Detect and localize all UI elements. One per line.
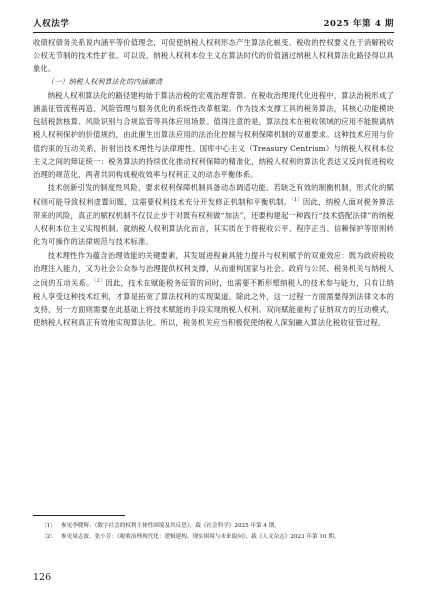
paragraph-text: 因此，纳税人面对税务算法带来的风险，真正的赋权机制不仅仅止步于对既有权利做“加法”，还要构建起一种践行“技术搭配法律”的纳税人权利本位主义实现机制。就纳税人权利算法化而言，其实质在于将税收公平、程序正当、信赖保护等原则转化为可操作的法律规范与技术标准。 xyxy=(33,197,394,247)
paragraph-text: 因此，技术在赋能税务征管的同时，也需要不断形塑纳税人的技术参与能力，只有让纳税人享受这种技术红利，才算是拓宽了算法权利的实现渠道。除此之外，这一过程一方面需要得到法律文本的支持，另一方面则需要在此基础上将技术赋能的手段实现纳税人权利。双向赋能重构了征纳双方的互动模式，使纳税人权利真正有效地实现算法化。所以，税务机关应当积极促使纳税人深刻融入算法化税收征管过程。 xyxy=(33,278,394,328)
footnotes xyxy=(33,521,394,542)
section-subheading: （一）纳税人权利算法化的内涵廓清 xyxy=(47,77,163,86)
footnote-ref: 〔2〕 xyxy=(93,278,106,285)
running-header xyxy=(33,17,394,31)
footnote-divider xyxy=(33,515,125,516)
footnote-text: 参见周志波、张小芳：《税收治理现代化：逻辑建构、现实困境与未来取向》，载《人文杂志》2023 年第 10 期。 xyxy=(61,533,340,540)
paragraph-text: 技术创新引发的制度性风险，要求权利保障机制具备动态调适功能。若缺乏有效的制衡机制，形式化的赋权则可能导致权利虚置问题，这需要权利技术充分开发修正机制和平衡机制。 xyxy=(33,183,394,207)
footnote xyxy=(33,521,394,532)
issue-label: 2025 年第 4 期 xyxy=(323,19,394,29)
footnote-ref: 〔1〕 xyxy=(291,197,303,204)
paragraph-text: 技术理性作为蕴含治理效能的关键要素，其发展进程兼具能力提升与权利赋予的双重效应：既为政府税收治理注入能力，又为社会公众参与治理提供权利支撑，从而重构国家与社会、政府与公民、税务机关与纳税人之间的互动关系。 xyxy=(33,250,394,288)
page-number: 126 xyxy=(33,572,52,583)
footnote-mark: 〔2〕 xyxy=(41,533,56,540)
paragraph xyxy=(33,181,394,248)
paragraph xyxy=(33,249,394,330)
paragraph: 纳税人权利算法化的路径建构始于算法治税的宏观治理背景。在税收治理现代化进程中，算法治税形成了涵盖征管流程再造、风险管理与服务优化的系统性改革框架。作为技术支撑工具的税务算法，其核心功能模块包括税款核算、风险识别与合规监管等具体应用场景。值得注意的是，算法技术在税收领域的应用不能脱离纳税人权利保护的价值规约，由此催生出算法应用的法治化控制与权利保障机制的双重要求。这种技术应用与价值约束的互动关系，折射出技术理性与法律理性、国库中心主义（Treasury Centrism）与纳税人权利本位主义之间的辩证统一：税务算法的持续优化推动权利保障的精准化，纳税人权利的算法化表达又反向促进税收治理的规范化，两者共同构成税收效率与权利正义的动态平衡体系。 xyxy=(33,90,394,180)
journal-name: 人权法学 xyxy=(33,19,70,29)
footnote-mark: 〔1〕 xyxy=(41,523,56,529)
article-body xyxy=(33,36,394,329)
footnote-text: 参见李晓辉：《数字社会的权利主体性困境及其反思》，载《社会科学》2025 年第 4 期。 xyxy=(61,523,280,529)
paragraph-continued: 收债权债务关系说内涵平等价值理念，可促使纳税人权利形态产生算法化蜕变。税收的控权要义在于消解税收公权无节制的技术性扩张。可以说，纳税人权利本位主义在算法时代的价值涵过纳税人权利算法化路径得以具象化。 xyxy=(33,38,394,74)
header-divider xyxy=(33,32,394,33)
footnote xyxy=(33,532,394,543)
